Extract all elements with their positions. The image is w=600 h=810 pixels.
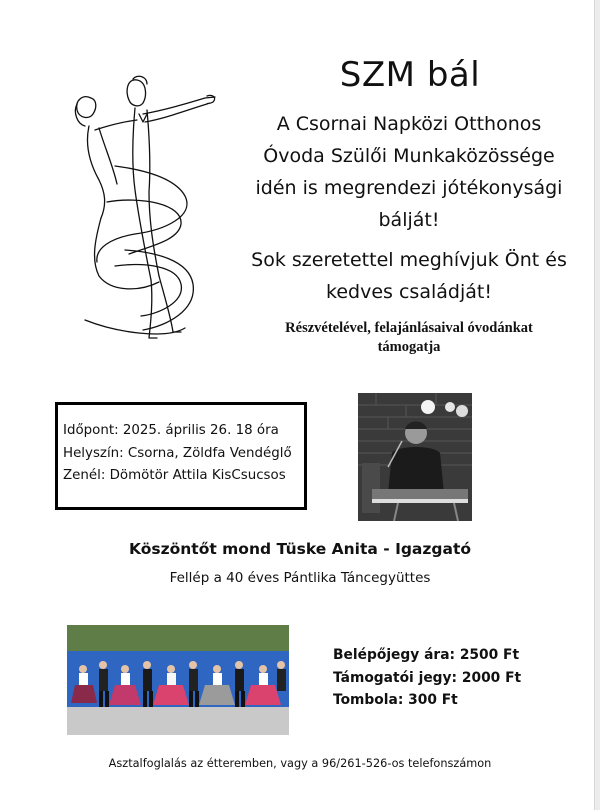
intro-line: bálját! (378, 209, 440, 231)
intro-line: A Csornai Napközi Otthonos (276, 113, 542, 135)
intro-line: Óvoda Szülői Munkaközössége (263, 145, 555, 167)
invite-line: Sok szeretettel meghívjuk Önt és (251, 249, 567, 271)
support-text (236, 319, 582, 357)
event-details-box (55, 402, 307, 510)
greeting-line: Köszöntőt mond Tüske Anita - Igazgató (128, 540, 472, 558)
singer-photo-art (358, 393, 472, 521)
intro-line: idén is megrendezi jótékonysági (255, 177, 563, 199)
supporter-ticket-price: Támogatói jegy: 2000 Ft (333, 669, 522, 686)
folk-dancers-photo (67, 625, 289, 735)
singer-photo (358, 393, 472, 521)
support-line: támogatja (377, 339, 441, 355)
dancing-couple-illustration (55, 70, 225, 350)
intro-text (236, 108, 582, 236)
performer-line: Fellép a 40 éves Pántlika Táncegyüttes (169, 570, 431, 586)
page-edge-line (594, 0, 595, 810)
invitation-text (236, 244, 582, 308)
folk-dancers-art (67, 625, 289, 735)
event-location: Helyszín: Csorna, Zöldfa Vendéglő (63, 445, 292, 461)
entry-ticket-price: Belépőjegy ára: 2500 Ft (333, 647, 520, 663)
raffle-price: Tombola: 300 Ft (333, 692, 458, 708)
ticket-prices (333, 644, 563, 712)
reservation-info: Asztalfoglalás az étteremben, vagy a 96/261-526-os telefonszámon (108, 757, 492, 770)
event-time: Időpont: 2025. április 26. 18 óra (63, 423, 279, 438)
event-title: SZM bál (339, 55, 481, 95)
support-line: Részvételével, felajánlásaival óvodánkat (285, 320, 533, 336)
event-music: Zenél: Dömötör Attila KisCsucsos (63, 468, 286, 483)
invite-line: kedves családját! (326, 281, 492, 303)
